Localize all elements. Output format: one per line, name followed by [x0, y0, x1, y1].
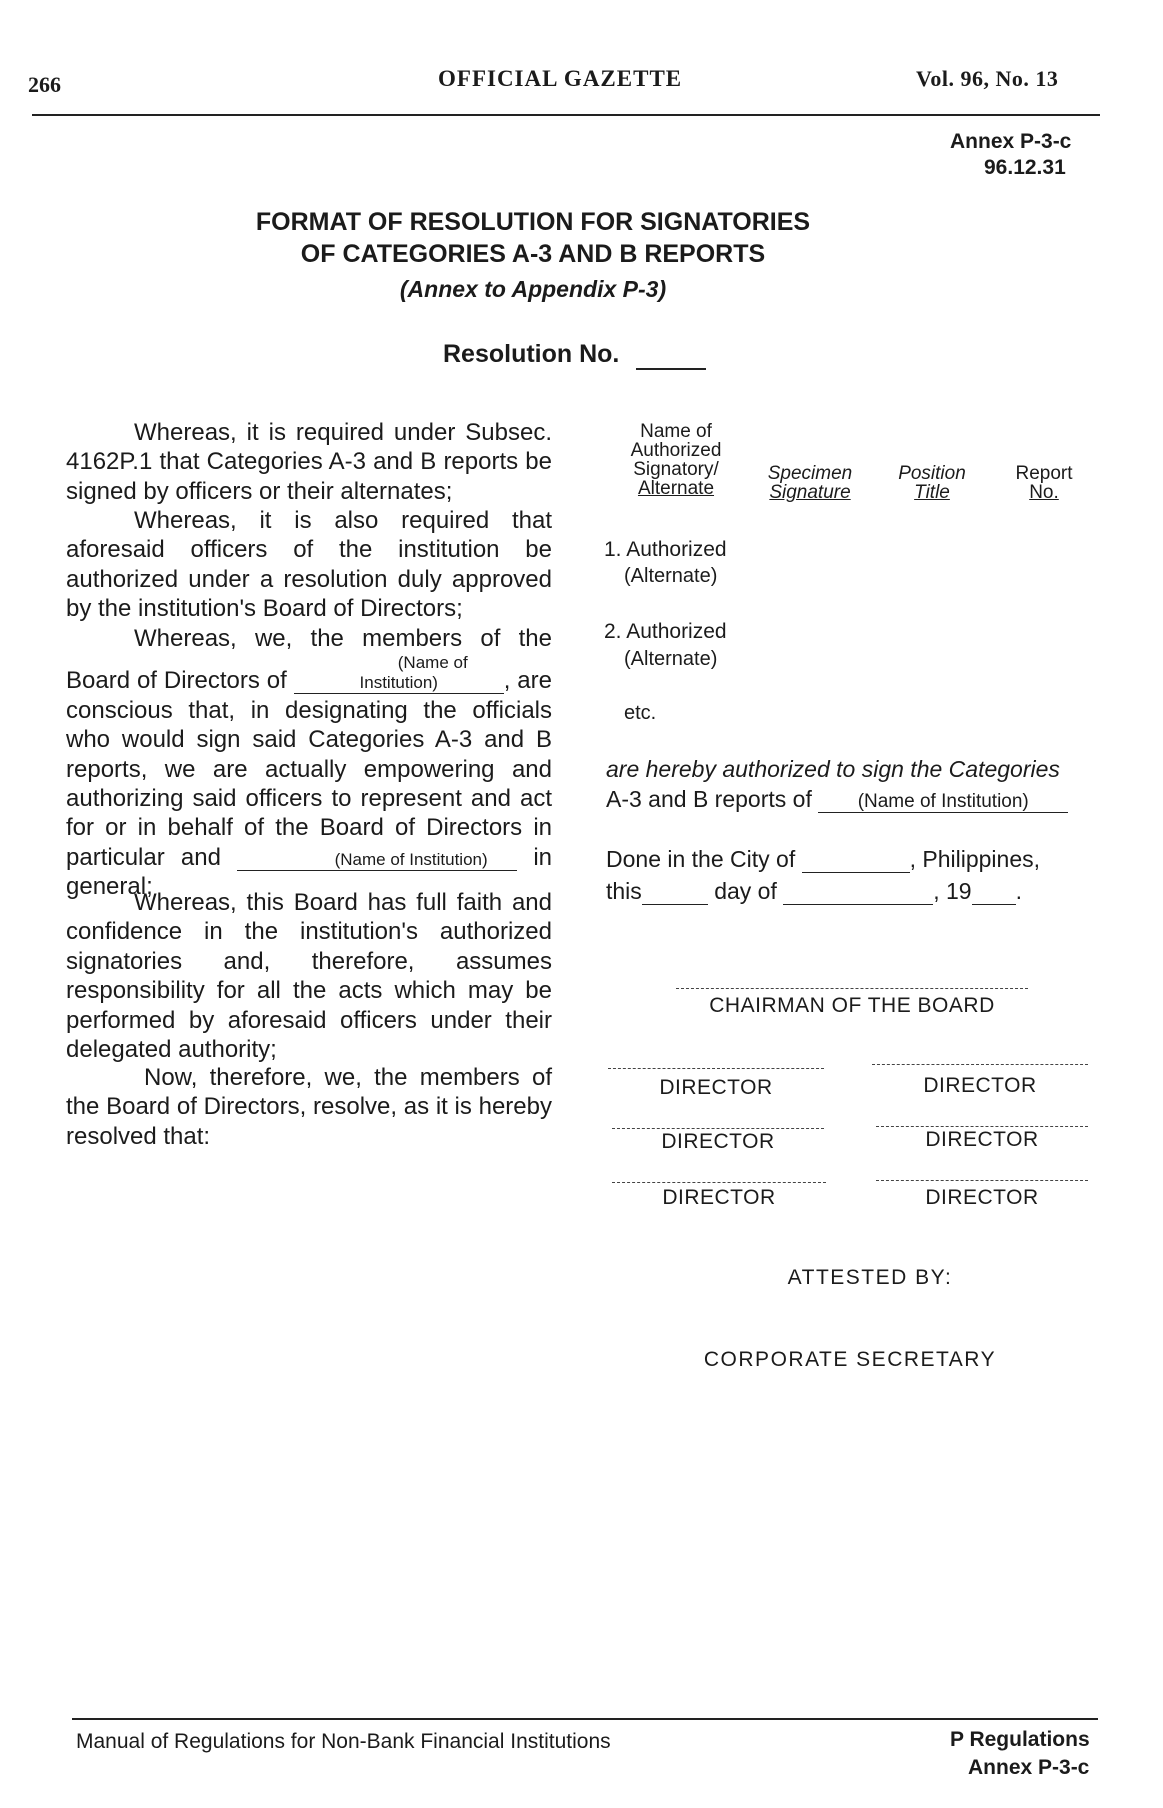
- title-line2: OF CATEGORIES A-3 AND B REPORTS: [300, 240, 766, 268]
- whereas-p3-text: Whereas, we, the members of the Board of Directors of: [66, 625, 552, 695]
- col-header-position: Position Title: [898, 463, 966, 503]
- authorized-statement: are hereby authorized to sign the Categories: [606, 756, 1060, 782]
- page-number: 266: [28, 72, 61, 97]
- attested-by-label: ATTESTED BY:: [787, 1266, 953, 1289]
- chairman-label: CHAIRMAN OF THE BOARD: [709, 994, 995, 1017]
- title-subtitle: (Annex to Appendix P-3): [399, 276, 667, 302]
- authorized-statement-line2: A-3 and B reports of (Name of Institution): [606, 786, 1068, 813]
- resolution-number-blank: [636, 368, 706, 370]
- row1-authorized: 1. Authorized: [604, 538, 727, 561]
- date-line: this day of , 19 .: [606, 878, 1022, 904]
- header-rule: [32, 114, 1100, 116]
- col-header-name: Name of Authorized Signatory/ Alternate: [630, 421, 722, 499]
- footer-rule: [72, 1718, 1098, 1720]
- director-label-5: DIRECTOR: [662, 1186, 776, 1209]
- director-signature-line-1: [608, 1068, 824, 1069]
- done-city-line: Done in the City of , Philippines,: [606, 846, 1041, 872]
- director-label-1: DIRECTOR: [659, 1076, 773, 1099]
- director-label-6: DIRECTOR: [925, 1186, 1039, 1209]
- row1-alternate: (Alternate): [624, 565, 718, 587]
- row2-alternate: (Alternate): [624, 648, 718, 670]
- whereas-paragraph-1: Whereas, it is required under Subsec. 4162P.1 that Categories A-3 and B reports be signed by officers or their alternates;: [66, 419, 552, 505]
- volume-number: Vol. 96, No. 13: [916, 66, 1059, 91]
- director-signature-line-5: [612, 1182, 826, 1183]
- annex-date: 96.12.31: [984, 156, 1066, 179]
- month-blank: [783, 884, 933, 905]
- annex-label: Annex P-3-c: [950, 130, 1072, 153]
- chairman-signature-line: [676, 988, 1028, 989]
- institution-name-blank-3: (Name of Institution): [818, 792, 1068, 813]
- whereas-p3-end: in general;: [66, 843, 552, 901]
- footer-manual: Manual of Regulations for Non-Bank Financial Institutions: [76, 1730, 611, 1753]
- col-header-report: Report No.: [1015, 463, 1073, 503]
- institution-name-blank: (Name of Institution): [294, 653, 504, 694]
- col-header-specimen: Specimen Signature: [767, 463, 853, 503]
- row2-authorized: 2. Authorized: [604, 620, 727, 643]
- institution-name-blank-2: (Name of Institution): [237, 850, 517, 871]
- director-label-3: DIRECTOR: [661, 1130, 775, 1153]
- table-etc: etc.: [624, 702, 657, 724]
- publication-title: OFFICIAL GAZETTE: [438, 66, 683, 91]
- whereas-p3-text-continued: , are conscious that, in designating the officials who would sign said Categories A-3 and B reports, we are actually empowering and authorizing said officers to represent and act for or in behalf of the Board of Directors in particular and: [66, 667, 552, 871]
- city-blank: [802, 852, 910, 873]
- title-line1: FORMAT OF RESOLUTION FOR SIGNATORIES: [255, 208, 811, 236]
- whereas-paragraph-2: Whereas, it is also required that aforesaid officers of the institution be authorized under a resolution duly approved by the institution's Board of Directors;: [66, 507, 552, 623]
- director-signature-line-6: [876, 1180, 1088, 1181]
- whereas-paragraph-3: [66, 624, 552, 902]
- director-signature-line-2: [872, 1064, 1088, 1065]
- director-label-4: DIRECTOR: [925, 1128, 1039, 1151]
- director-signature-line-4: [876, 1126, 1088, 1127]
- footer-regulations: P Regulations: [950, 1728, 1090, 1751]
- corporate-secretary-label: CORPORATE SECRETARY: [703, 1348, 997, 1371]
- footer-annex: Annex P-3-c: [968, 1756, 1090, 1779]
- director-label-2: DIRECTOR: [923, 1074, 1037, 1097]
- director-signature-line-3: [612, 1128, 824, 1129]
- now-therefore-paragraph: Now, therefore, we, the members of the Board of Directors, resolve, as it is hereby resolved that:: [66, 1064, 552, 1150]
- year-blank: [972, 884, 1016, 905]
- resolution-label: Resolution No.: [443, 340, 620, 368]
- day-blank: [642, 884, 708, 905]
- whereas-paragraph-4: Whereas, this Board has full faith and confidence in the institution's authorized signatories and, therefore, assumes responsibility for all the acts which may be performed by aforesaid officers under their delegated authority;: [66, 889, 552, 1064]
